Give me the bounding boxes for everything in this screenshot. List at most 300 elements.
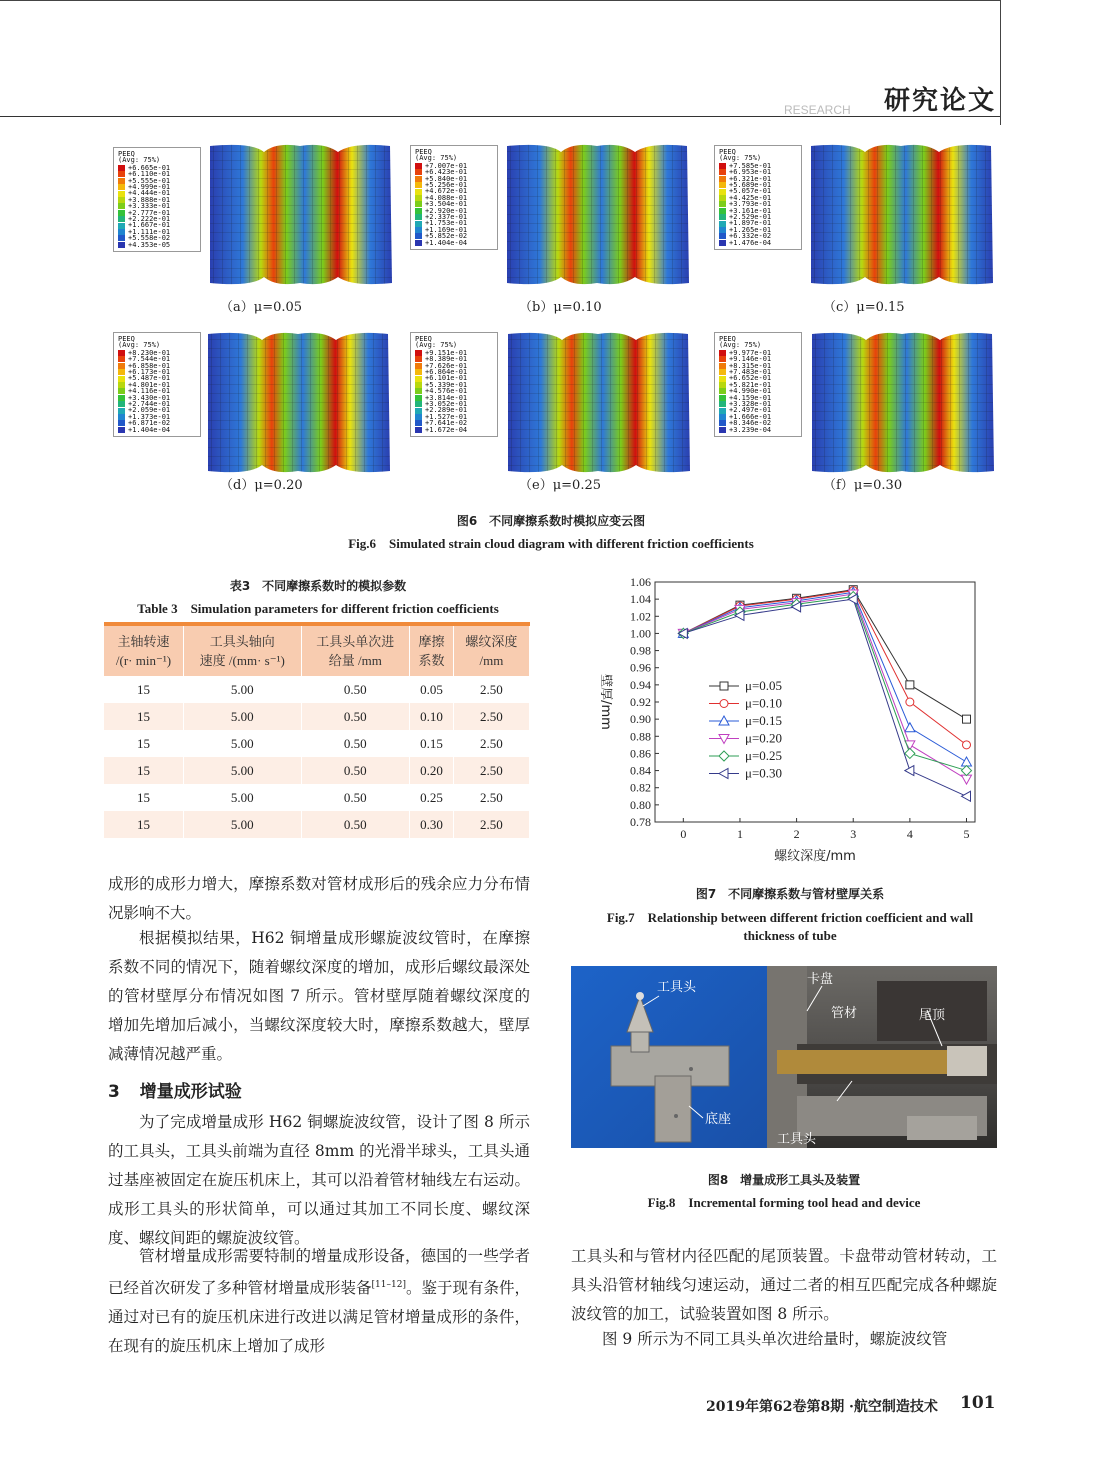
- panel-letter: （c）: [823, 300, 857, 315]
- table-cell: 0.05: [410, 676, 454, 703]
- legend-swatch: [118, 229, 125, 235]
- legend-value: +6.332e-02: [729, 232, 772, 241]
- legend-value: +4.990e-01: [729, 387, 772, 396]
- table-cell: 15: [104, 676, 183, 703]
- fig7-caption-en-2: thickness of tube: [743, 928, 837, 943]
- panel-mu: μ=0.20: [254, 478, 303, 493]
- legend-value: +4.116e-01: [128, 387, 171, 396]
- fig6-legend: [714, 145, 802, 250]
- legend-swatch: [719, 169, 726, 175]
- table-cell: 0.25: [410, 784, 454, 811]
- legend-value: +2.920e-01: [425, 206, 468, 215]
- legend-swatch: [719, 408, 726, 414]
- fig8-caption-cn: 图8 增量成形工具头及装置: [707, 1173, 861, 1187]
- table-cell: 0.30: [410, 811, 454, 838]
- x-tick-label: 3: [850, 827, 857, 841]
- figure-7-chart: [580, 568, 1000, 878]
- legend-row: [118, 242, 196, 248]
- x-tick-label: 5: [963, 827, 970, 841]
- legend-swatch: [118, 242, 125, 248]
- legend-swatch: [415, 195, 422, 201]
- legend-swatch: [719, 427, 726, 433]
- legend-swatch: [118, 197, 125, 203]
- legend-swatch: [719, 356, 726, 362]
- section-number: 3: [108, 1082, 120, 1102]
- section-title: 增量成形试验: [139, 1082, 242, 1102]
- legend-swatch: [118, 408, 125, 414]
- legend-swatch: [719, 221, 726, 227]
- legend-swatch: [719, 376, 726, 382]
- legend-value: +7.641e-02: [425, 419, 468, 428]
- legend-swatch: [118, 191, 125, 197]
- header-rule: [0, 116, 1000, 117]
- table-cell: 0.50: [301, 784, 410, 811]
- legend-swatch: [415, 350, 422, 356]
- legend-swatch: [118, 376, 125, 382]
- top-border: [0, 0, 1000, 1]
- legend-swatch: [719, 369, 726, 375]
- legend-avg: (Avg: 75%): [415, 154, 458, 163]
- table-row: [104, 784, 530, 811]
- table3-caption-cn: 表3 不同摩擦系数时的模拟参数: [229, 579, 407, 593]
- legend-title: PEEQ: [118, 150, 135, 158]
- table-cell: 15: [104, 784, 183, 811]
- y-tick-label: 1.04: [630, 592, 651, 607]
- legend-swatch: [719, 414, 726, 420]
- legend-value: +6.858e-01: [128, 361, 171, 370]
- legend-value: +7.585e-01: [729, 161, 772, 170]
- legend-value: +1.753e-01: [425, 219, 468, 228]
- label-chuck: 卡盘: [807, 972, 834, 987]
- legend-value: +1.897e-01: [729, 219, 772, 228]
- y-tick-label: 0.96: [630, 660, 651, 675]
- paragraph-3: 为了完成增量成形 H62 铜螺旋波纹管，设计了图 8 所示的工具头，工具头前端为直径 8mm 的光滑半球头，工具头通过基座被固定在旋压机床上，其可以沿着管材轴线左右运动。成形工具头的形状简单，可以通过其加工不同长度、螺纹深度、螺纹间距的螺旋波纹管。: [108, 1113, 530, 1247]
- legend-swatch: [118, 350, 125, 356]
- table-header-line: 螺纹深度: [465, 634, 518, 649]
- x-tick-label: 1: [736, 827, 743, 841]
- legend-swatch: [415, 395, 422, 401]
- legend-swatch: [118, 382, 125, 388]
- paragraph-1: 成形的成形力增大，摩擦系数对管材成形后的残余应力分布情况影响不大。: [108, 875, 530, 922]
- legend-value: +6.110e-01: [128, 170, 171, 179]
- table-3: [104, 626, 530, 838]
- legend-label: μ=0.25: [745, 748, 783, 763]
- legend-value: +2.777e-01: [128, 208, 171, 217]
- legend-value: +1.404e-04: [425, 238, 468, 247]
- table-header-line: /(r· min⁻¹): [115, 653, 172, 668]
- table-cell: 2.50: [453, 784, 529, 811]
- legend-title: PEEQ: [118, 335, 135, 343]
- fig6-panel-label: [823, 296, 905, 315]
- legend-value: +9.151e-01: [425, 348, 468, 357]
- panel-mu: μ=0.30: [853, 478, 903, 493]
- legend-swatch: [719, 227, 726, 233]
- table-header-line: 摩擦: [418, 634, 445, 649]
- data-point: [963, 715, 971, 723]
- fig6-strain-plot: [204, 142, 396, 287]
- table-cell: 5.00: [183, 703, 301, 730]
- legend-value: +6.864e-01: [425, 368, 468, 377]
- label-tube: 管材: [831, 1006, 858, 1021]
- legend-swatch: [415, 182, 422, 188]
- legend-swatch: [118, 414, 125, 420]
- table-header-line: 工具头轴向: [209, 634, 275, 649]
- legend-value: +3.814e-01: [425, 393, 468, 402]
- legend-swatch: [118, 216, 125, 222]
- legend-swatch: [118, 363, 125, 369]
- legend-swatch: [719, 201, 726, 207]
- legend-swatch: [719, 195, 726, 201]
- table-cell: 15: [104, 811, 183, 838]
- legend-value: +5.840e-01: [425, 174, 468, 183]
- label-tool-head: 工具头: [657, 980, 697, 995]
- fig6-strain-plot: [806, 330, 998, 475]
- legend-row: [719, 240, 797, 246]
- legend-swatch: [118, 171, 125, 177]
- legend-avg: (Avg: 75%): [118, 156, 161, 165]
- table-cell: 0.20: [410, 757, 454, 784]
- legend-value: +3.328e-01: [729, 400, 772, 409]
- paragraph-6: 图 9 所示为不同工具头单次进给量时，螺旋波纹管: [602, 1330, 948, 1348]
- legend-value: +6.953e-01: [729, 168, 772, 177]
- table-cell: 5.00: [183, 757, 301, 784]
- legend-swatch: [415, 369, 422, 375]
- legend-swatch: [118, 223, 125, 229]
- table-header: [104, 626, 183, 676]
- data-point: [962, 791, 971, 801]
- legend-swatch: [719, 163, 726, 169]
- y-axis-label: 壁厚/mm: [598, 674, 613, 730]
- x-tick-label: 2: [793, 827, 800, 841]
- legend-value: +6.423e-01: [425, 168, 468, 177]
- legend-swatch: [118, 369, 125, 375]
- legend-value: +7.626e-01: [425, 361, 468, 370]
- legend-title: PEEQ: [415, 148, 432, 156]
- data-point: [905, 748, 915, 758]
- table-cell: 2.50: [453, 811, 529, 838]
- section-heading: [108, 1077, 242, 1102]
- legend-value: +2.222e-01: [128, 215, 171, 224]
- legend-value: +8.389e-01: [425, 355, 468, 364]
- table-cell: 5.00: [183, 676, 301, 703]
- legend-swatch: [118, 427, 125, 433]
- legend-swatch: [719, 401, 726, 407]
- table-header-line: 给量 /mm: [328, 653, 382, 668]
- table-row: [104, 703, 530, 730]
- x-axis-label: 螺纹深度/mm: [774, 849, 856, 864]
- legend-label: μ=0.30: [745, 765, 783, 781]
- legend-marker: [719, 769, 728, 779]
- legend-swatch: [415, 189, 422, 195]
- table-cell: 0.50: [301, 730, 410, 757]
- fig7-caption-cn: 图7 不同摩擦系数与管材壁厚关系: [695, 887, 885, 901]
- legend-avg: (Avg: 75%): [719, 154, 762, 163]
- legend-value: +4.576e-01: [425, 387, 468, 396]
- fig7-caption-en-1: Fig.7 Relationship between different friction coefficient and wall: [606, 910, 974, 925]
- table3-caption-en: Table 3 Simulation parameters for different friction coefficients: [137, 601, 499, 616]
- legend-value: +3.052e-01: [425, 400, 468, 409]
- y-tick-label: 1.02: [630, 609, 651, 624]
- legend-value: +1.667e-01: [128, 221, 171, 230]
- y-tick-label: 0.90: [630, 712, 651, 727]
- fig6-caption-en: Fig.6 Simulated strain cloud diagram with different friction coefficients: [348, 536, 754, 551]
- legend-value: +5.689e-01: [729, 181, 772, 190]
- data-point: [906, 698, 914, 706]
- legend-value: +2.337e-01: [425, 213, 468, 222]
- legend-value: +4.801e-01: [128, 380, 171, 389]
- legend-title: PEEQ: [415, 335, 432, 343]
- legend-swatch: [415, 233, 422, 239]
- table-header: [453, 626, 529, 676]
- legend-swatch: [118, 165, 125, 171]
- paragraph-4: [108, 1242, 530, 1361]
- legend-swatch: [118, 184, 125, 190]
- table-row: [104, 730, 530, 757]
- legend-value: +4.159e-01: [729, 393, 772, 402]
- fig6-strain-plot: [501, 142, 693, 287]
- legend-value: +1.672e-04: [425, 425, 468, 434]
- fig6-panel-label: [220, 296, 302, 315]
- panel-letter: （e）: [519, 478, 553, 493]
- table-header-line: 主轴转速: [117, 634, 170, 649]
- fig6-legend: [410, 145, 498, 250]
- legend-swatch: [415, 388, 422, 394]
- legend-swatch: [415, 221, 422, 227]
- fig6-panel-label: [519, 474, 601, 493]
- legend-value: +8.230e-01: [128, 348, 171, 357]
- legend-title: PEEQ: [719, 148, 736, 156]
- legend-value: +5.821e-01: [729, 380, 772, 389]
- legend-value: +2.289e-01: [425, 406, 468, 415]
- table-header-line: 速度 /(mm· s⁻¹): [199, 653, 285, 668]
- legend-swatch: [719, 382, 726, 388]
- x-tick-label: 4: [906, 827, 913, 841]
- table-row: [104, 757, 530, 784]
- legend-swatch: [118, 388, 125, 394]
- legend-value: +2.744e-01: [128, 400, 171, 409]
- legend-marker: [720, 682, 728, 690]
- legend-value: +5.852e-02: [425, 232, 468, 241]
- legend-swatch: [719, 395, 726, 401]
- legend-swatch: [118, 420, 125, 426]
- fig6-strain-plot: [502, 330, 694, 475]
- y-tick-label: 0.86: [630, 746, 651, 761]
- legend-value: +4.425e-01: [729, 193, 772, 202]
- y-tick-label: 0.82: [630, 780, 651, 795]
- legend-value: +3.333e-01: [128, 202, 171, 211]
- legend-value: +9.977e-01: [729, 348, 772, 357]
- panel-letter: （a）: [220, 300, 254, 315]
- fig6-panel-label: [823, 474, 902, 493]
- legend-label: μ=0.10: [745, 695, 783, 711]
- table-cell: 2.50: [453, 757, 529, 784]
- legend-swatch: [415, 427, 422, 433]
- legend-value: +3.504e-01: [425, 200, 468, 209]
- label-tool-head-device: 工具头: [777, 1132, 817, 1147]
- legend-swatch: [415, 408, 422, 414]
- table-cell: 0.50: [301, 703, 410, 730]
- table-cell: 0.10: [410, 703, 454, 730]
- legend-swatch: [118, 356, 125, 362]
- legend-swatch: [415, 401, 422, 407]
- panel-mu: μ=0.15: [856, 300, 905, 315]
- data-point: [962, 757, 972, 766]
- p4-text: 管材增量成形需要特制的增量成形设备，德国的一些学者已经首次研发了多种管材增量成形装备: [108, 1247, 530, 1298]
- table-cell: 0.15: [410, 730, 454, 757]
- panel-letter: （d）: [220, 478, 255, 493]
- fig6-caption-cn: 图6 不同摩擦系数时模拟应变云图: [456, 514, 646, 528]
- legend-value: +6.871e-02: [128, 419, 171, 428]
- legend-label: μ=0.05: [745, 678, 783, 693]
- y-tick-label: 0.98: [630, 643, 651, 658]
- right-border: [1000, 0, 1001, 125]
- legend-label: μ=0.20: [745, 730, 783, 746]
- table-header-line: 系数: [418, 653, 445, 668]
- panel-mu: μ=0.25: [552, 478, 601, 493]
- legend-value: +3.161e-01: [729, 206, 772, 215]
- legend-swatch: [415, 382, 422, 388]
- legend-swatch: [719, 240, 726, 246]
- footer-journal: 2019年第62卷第8期 ·航空制造技术: [706, 1399, 938, 1415]
- legend-value: +6.321e-01: [729, 174, 772, 183]
- legend-value: +2.059e-01: [128, 406, 171, 415]
- legend-swatch: [719, 176, 726, 182]
- legend-value: +3.793e-01: [729, 200, 772, 209]
- data-point: [962, 766, 972, 776]
- plot-frame: [655, 582, 975, 822]
- legend-avg: (Avg: 75%): [719, 341, 762, 350]
- table-cell: 15: [104, 730, 183, 757]
- legend-swatch: [415, 169, 422, 175]
- legend-marker: [720, 700, 728, 708]
- x-tick-label: 0: [680, 827, 687, 841]
- series-line: [683, 599, 966, 796]
- table-cell: 2.50: [453, 703, 529, 730]
- legend-value: +5.057e-01: [729, 187, 772, 196]
- page-number: 101: [960, 1393, 996, 1413]
- legend-value: +9.146e-01: [729, 355, 772, 364]
- table-cell: 0.50: [301, 757, 410, 784]
- legend-swatch: [415, 420, 422, 426]
- fig6-panel-label: [220, 474, 303, 493]
- legend-value: +6.101e-01: [425, 374, 468, 383]
- data-point: [905, 723, 915, 732]
- y-tick-label: 0.84: [630, 763, 651, 778]
- legend-swatch: [415, 227, 422, 233]
- fig6-panel-label: [519, 296, 602, 315]
- legend-swatch: [415, 176, 422, 182]
- legend-swatch: [118, 203, 125, 209]
- table-cell: 5.00: [183, 730, 301, 757]
- fig6-legend: [113, 147, 201, 252]
- panel-mu: μ=0.10: [553, 300, 602, 315]
- table-header: [410, 626, 454, 676]
- legend-value: +7.007e-01: [425, 161, 468, 170]
- table-cell: 5.00: [183, 811, 301, 838]
- table-cell: 15: [104, 703, 183, 730]
- data-point: [962, 775, 972, 784]
- table-cell: 0.50: [301, 676, 410, 703]
- photo-device: [767, 966, 997, 1148]
- legend-swatch: [719, 350, 726, 356]
- legend-value: +1.476e-04: [729, 238, 772, 247]
- legend-swatch: [415, 414, 422, 420]
- legend-value: +8.315e-01: [729, 361, 772, 370]
- legend-swatch: [415, 208, 422, 214]
- y-tick-label: 0.92: [630, 695, 651, 709]
- legend-swatch: [415, 201, 422, 207]
- legend-swatch: [719, 208, 726, 214]
- legend-swatch: [415, 240, 422, 246]
- data-point: [905, 766, 914, 776]
- y-tick-label: 0.94: [630, 677, 651, 692]
- legend-swatch: [118, 210, 125, 216]
- table-header-line: /mm: [479, 653, 504, 668]
- legend-value: +7.544e-01: [128, 355, 171, 364]
- legend-value: +6.173e-01: [128, 368, 171, 377]
- legend-swatch: [719, 189, 726, 195]
- data-point: [906, 681, 914, 689]
- legend-value: +5.555e-01: [128, 176, 171, 185]
- panel-mu: μ=0.05: [253, 300, 303, 315]
- label-tailstock: 尾顶: [919, 1008, 946, 1023]
- legend-swatch: [118, 395, 125, 401]
- legend-swatch: [415, 163, 422, 169]
- legend-swatch: [719, 182, 726, 188]
- data-point: [963, 741, 971, 749]
- label-base: 底座: [705, 1112, 732, 1127]
- legend-swatch: [118, 178, 125, 184]
- table-cell: 2.50: [453, 676, 529, 703]
- photo-tool-head: [571, 966, 767, 1148]
- y-tick-label: 0.80: [630, 797, 651, 812]
- table-row: [104, 676, 530, 703]
- y-tick-label: 1.06: [630, 575, 651, 589]
- legend-swatch: [118, 401, 125, 407]
- legend-swatch: [719, 388, 726, 394]
- legend-swatch: [415, 214, 422, 220]
- paragraph-5: 工具头和与管材内径匹配的尾顶装置。卡盘带动管材转动，工具头沿管材轴线匀速运动，通过二者的相互匹配完成各种螺旋波纹管的加工，试验装置如图 8 所示。: [571, 1247, 997, 1323]
- legend-swatch: [415, 356, 422, 362]
- legend-value: +6.665e-01: [128, 163, 171, 172]
- legend-avg: (Avg: 75%): [118, 341, 161, 350]
- fig6-legend: [113, 332, 201, 437]
- legend-value: +2.529e-01: [729, 213, 772, 222]
- legend-value: +4.672e-01: [425, 187, 468, 196]
- legend-value: +1.111e-01: [128, 227, 171, 236]
- legend-value: +3.430e-01: [128, 393, 171, 402]
- legend-value: +5.339e-01: [425, 380, 468, 389]
- legend-value: +1.404e-04: [128, 425, 171, 434]
- table-cell: 5.00: [183, 784, 301, 811]
- legend-label: μ=0.15: [745, 713, 783, 728]
- legend-swatch: [719, 420, 726, 426]
- legend-row: [719, 427, 797, 433]
- legend-swatch: [719, 233, 726, 239]
- legend-value: +5.558e-02: [128, 234, 171, 243]
- p4-citation: [11–12]: [371, 1280, 406, 1290]
- legend-value: +4.444e-01: [128, 189, 171, 198]
- legend-row: [415, 427, 493, 433]
- panel-letter: （f）: [823, 478, 854, 493]
- legend-value: +5.256e-01: [425, 181, 468, 190]
- legend-swatch: [415, 363, 422, 369]
- legend-value: +4.353e-05: [128, 240, 171, 249]
- fig6-legend: [410, 332, 498, 437]
- legend-value: +3.888e-01: [128, 195, 171, 204]
- legend-value: +5.487e-01: [128, 374, 171, 383]
- table-header: [301, 626, 410, 676]
